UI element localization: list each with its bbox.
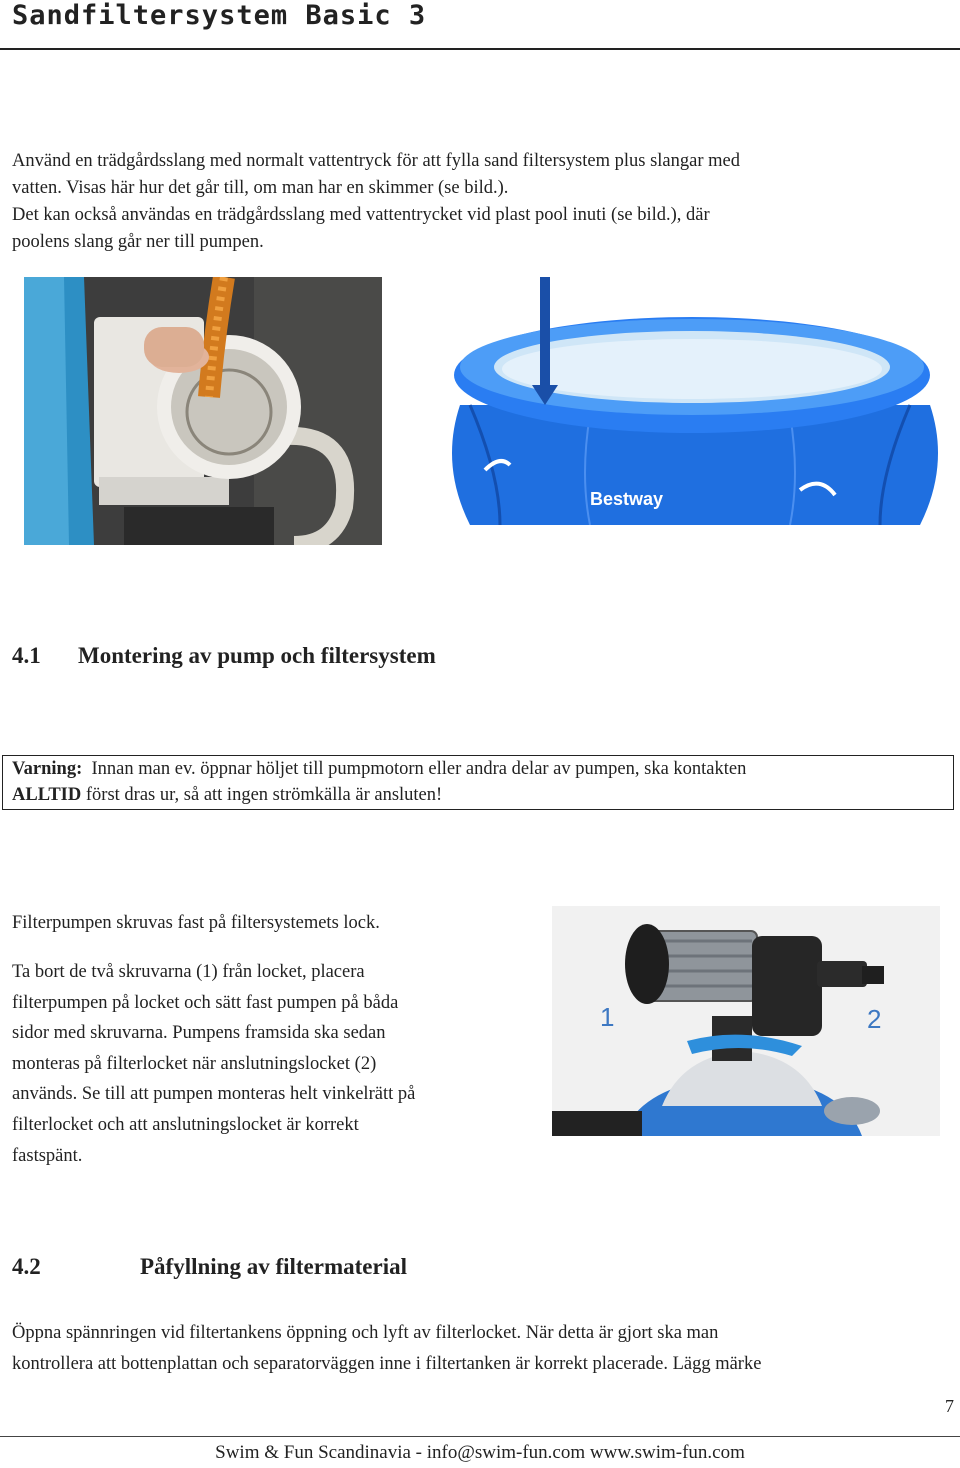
section-4-2-title: Påfyllning av filtermaterial [140, 1254, 407, 1279]
pump-line: fastspänt. [12, 1145, 83, 1166]
page-number: 7 [945, 1396, 954, 1416]
intro-line: vatten. Visas här hur det går till, om man har en skimmer (se bild.). [12, 178, 509, 198]
warning-strong: ALLTID [12, 785, 82, 805]
footer-text: Swim & Fun Scandinavia - info@swim-fun.com www.swim-fun.com [215, 1442, 745, 1463]
section-4-2-line: Öppna spännringen vid filtertankens öppning och lyft av filterlocket. När detta är gjort ska man [12, 1323, 719, 1343]
pump-label-1: 1 [600, 1002, 615, 1032]
section-4-1-number: 4.1 [12, 643, 41, 668]
warning-line2: först dras ur, så att ingen strömkälla är ansluten! [85, 785, 443, 805]
warning-box [2, 755, 954, 810]
pump-line: används. Se till att pumpen monteras helt vinkelrätt på [12, 1084, 416, 1105]
pool-photo [440, 275, 945, 525]
brand-label: Bestway [590, 489, 664, 509]
intro-line: Använd en trädgårdsslang med normalt vattentryck för att fylla sand filtersystem plus slangar med [12, 151, 740, 171]
pump-instructions [12, 957, 415, 1171]
section-4-2-body [12, 1318, 761, 1379]
pool-illustration [440, 275, 945, 525]
footer-rule [0, 1436, 960, 1437]
page-title: Sandfiltersystem Basic 3 [12, 0, 427, 31]
header-rule [0, 48, 960, 50]
intro-paragraph [12, 148, 942, 256]
warning-line1: Innan man ev. öppnar höljet till pumpmotorn eller andra delar av pumpen, ska kontakten [91, 759, 747, 779]
pump-illustration [552, 906, 940, 1136]
pump-photo [552, 906, 940, 1136]
section-4-2-number: 4.2 [12, 1254, 41, 1279]
pump-line: filterpumpen på locket och sätt fast pumpen på båda [12, 992, 399, 1013]
skimmer-photo [24, 277, 382, 545]
pump-line: monteras på filterlocket när anslutningslocket (2) [12, 1053, 377, 1074]
skimmer-illustration [24, 277, 382, 545]
pump-line: filterlocket och att anslutningslocket är korrekt [12, 1114, 359, 1135]
pump-line: sidor med skruvarna. Pumpens framsida ska sedan [12, 1023, 386, 1044]
intro-line: poolens slang går ner till pumpen. [12, 232, 264, 252]
intro-line: Det kan också användas en trädgårdsslang med vattentrycket vid plast pool inuti (se bild.), där [12, 205, 710, 225]
warning-label: Varning: [12, 759, 83, 779]
section-4-1-title: Montering av pump och filtersystem [78, 643, 436, 668]
pump-intro: Filterpumpen skruvas fast på filtersystemets lock. [12, 913, 380, 933]
section-4-2-line: kontrollera att bottenplattan och separatorväggen inne i filtertanken är korrekt placerade. Lägg märke [12, 1353, 762, 1374]
pump-line: Ta bort de två skruvarna (1) från locket, placera [12, 962, 365, 982]
pump-label-2: 2 [867, 1004, 882, 1034]
